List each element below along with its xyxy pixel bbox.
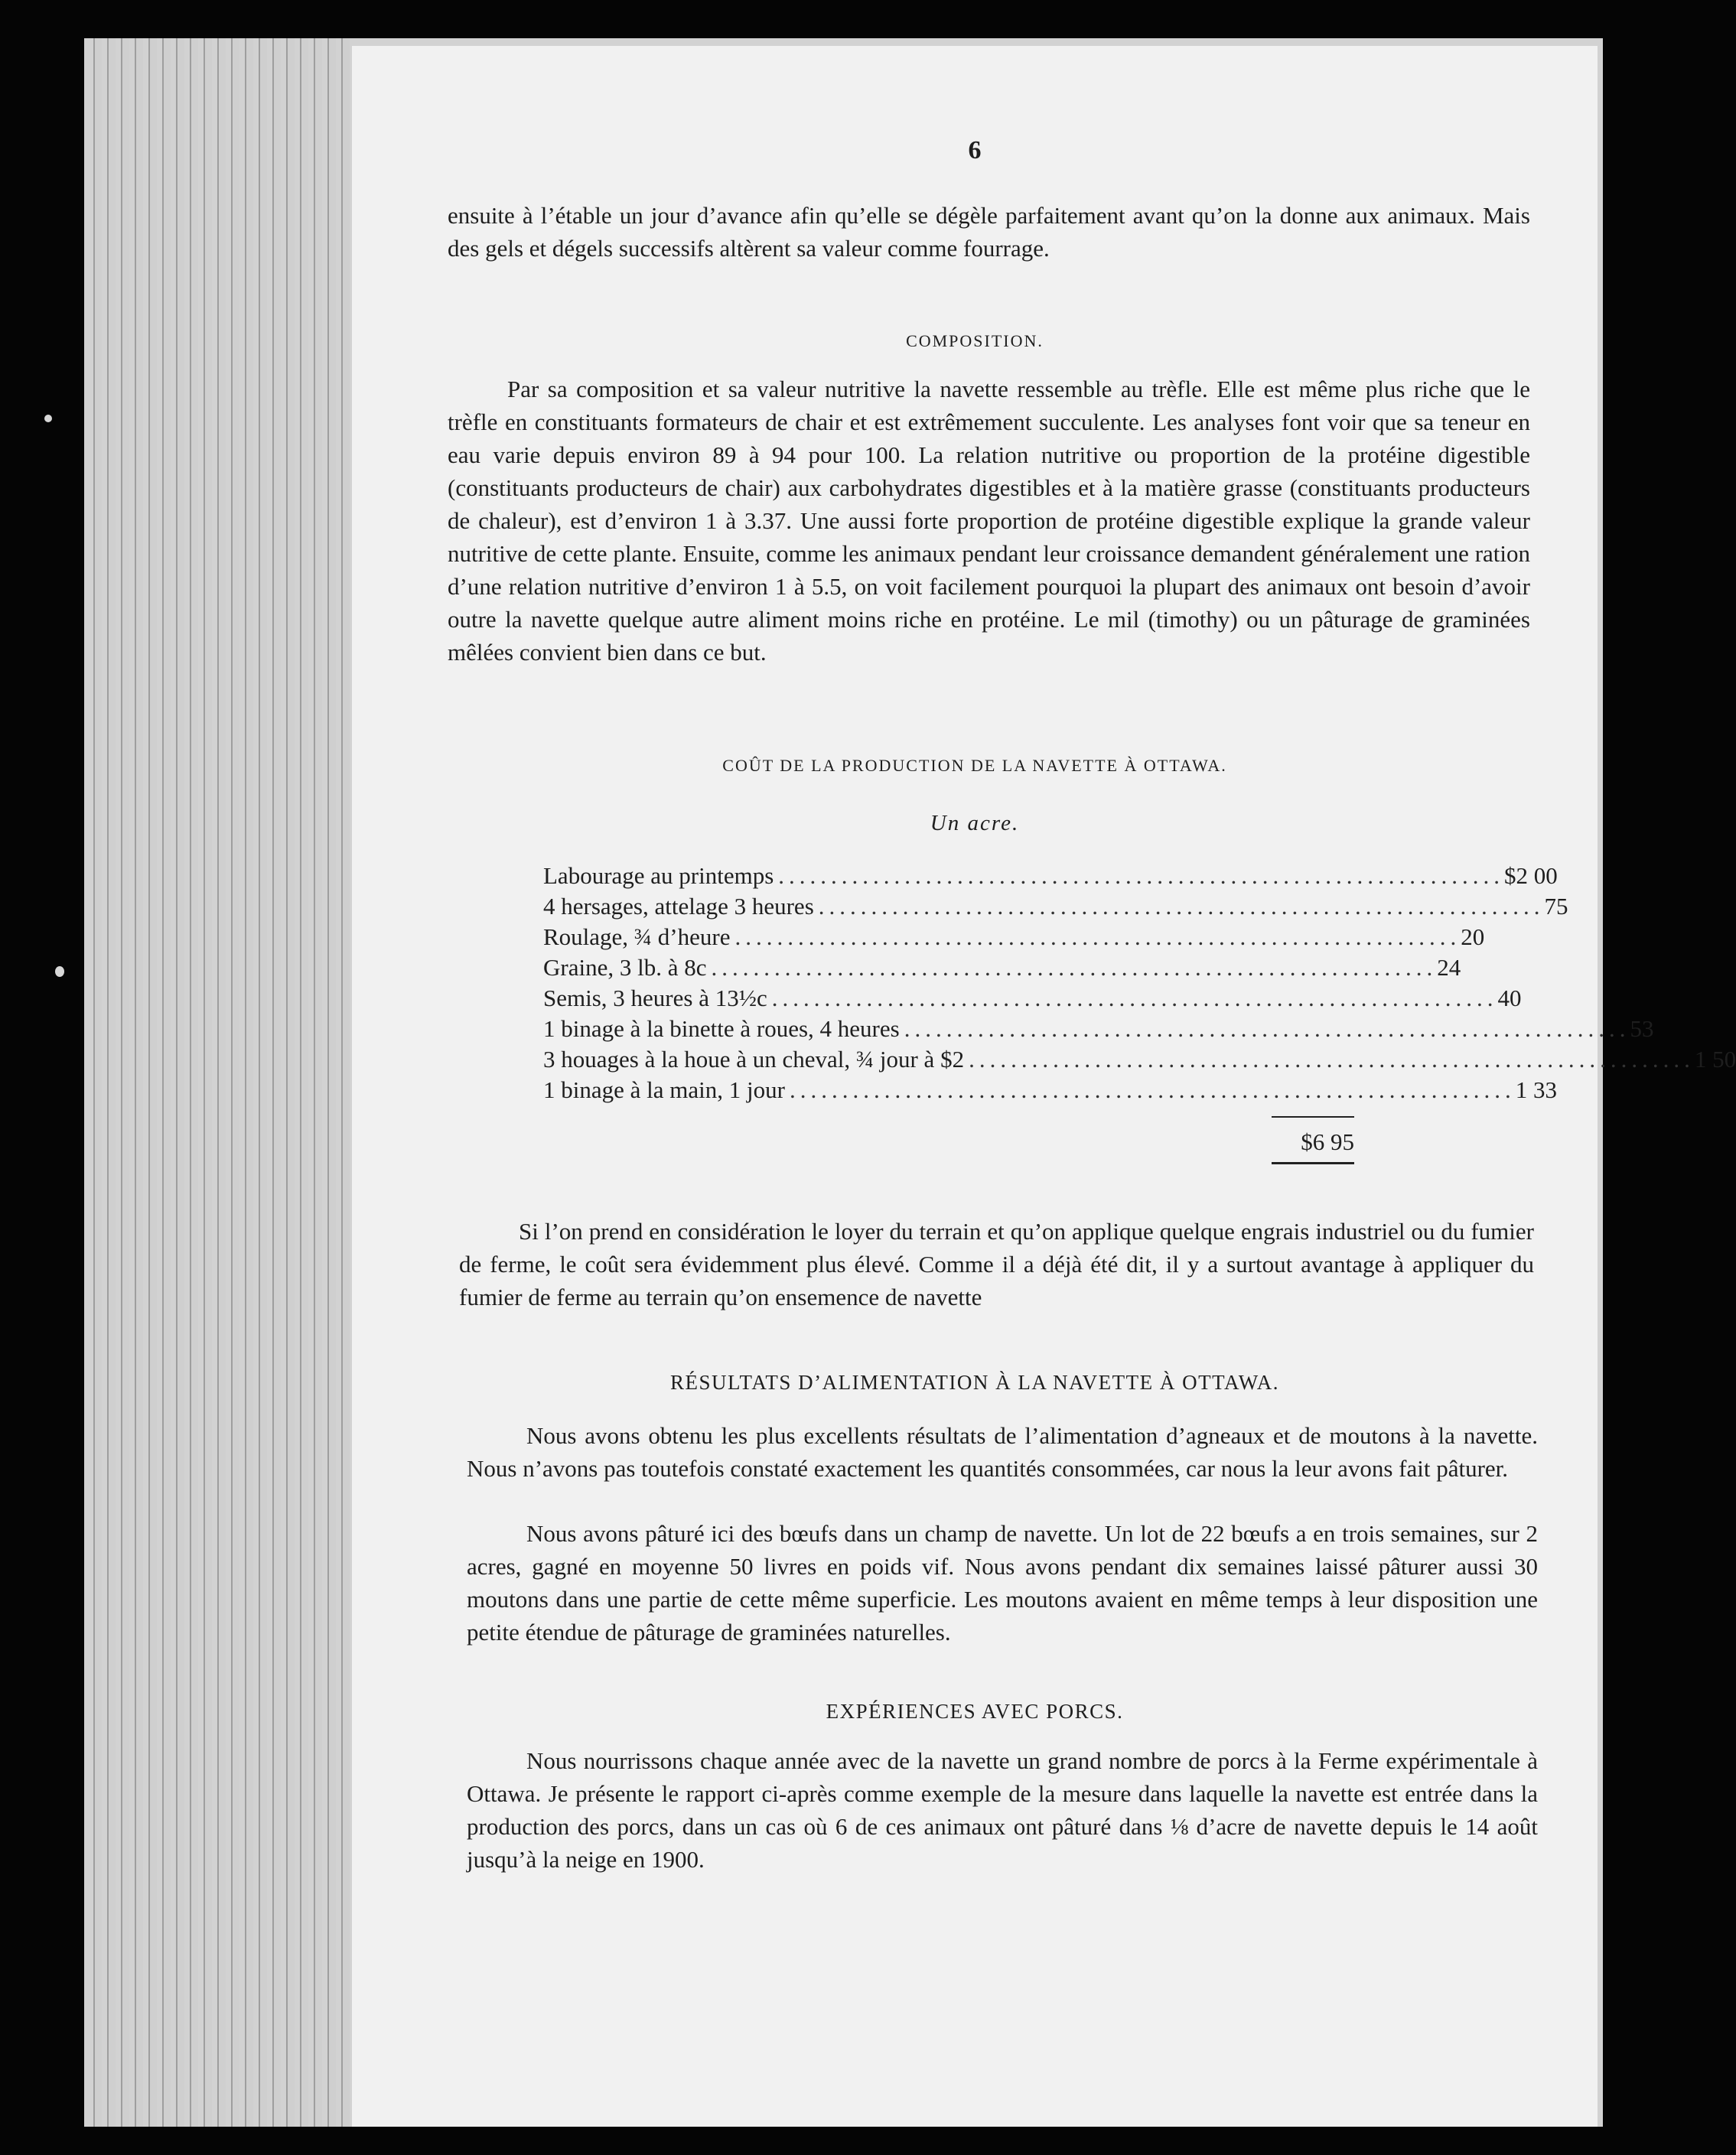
page-edge bbox=[314, 38, 322, 2127]
cost-total: $6 95 bbox=[1301, 1128, 1354, 1155]
cost-label: Roulage, ¾ d’heure bbox=[543, 923, 734, 951]
cost-row bbox=[543, 954, 1461, 985]
page-number: 6 bbox=[968, 136, 982, 164]
page-edge bbox=[93, 38, 102, 2127]
cost-label: Labourage au printemps bbox=[543, 862, 778, 890]
page-edge bbox=[300, 38, 308, 2127]
page-edge bbox=[217, 38, 226, 2127]
page-edge bbox=[176, 38, 184, 2127]
cost-row bbox=[543, 1015, 1654, 1046]
paragraph-intro: ensuite à l’étable un jour d’avance afin qu’elle se dégèle parfaitement avant qu’on la donne aux animaux. Mais des gels et dégels successifs altèrent sa valeur comme fourrage. bbox=[448, 202, 1530, 262]
page-edge bbox=[162, 38, 171, 2127]
paragraph-porcs: Nous nourrissons chaque année avec de la navette un grand nombre de porcs à la Ferme expérimentale à Ottawa. Je présente le rapport ci-après comme exemple de la mesure dans laquelle la navette est entrée dans la production des porcs, dans un cas où 6 de ces animaux ont pâturé dans ⅛ d’acre de navette depuis le 14 août jusqu’à la neige en 1900. bbox=[467, 1747, 1538, 1873]
leader-dots: ..................................................................... bbox=[711, 954, 1438, 981]
paragraph-engrais: Si l’on prend en considération le loyer du terrain et qu’on applique quelque engrais industriel ou du fumier de ferme, le coût sera évidemment plus élevé. Comme il a déjà été dit, il y a surtout avantage à appliquer du fumier de ferme au terrain qu’on ensemence de navette bbox=[459, 1218, 1534, 1310]
cost-label: 1 binage à la binette à roues, 4 heures bbox=[543, 1015, 904, 1043]
cost-row bbox=[543, 985, 1522, 1015]
page-edge bbox=[121, 38, 129, 2127]
page-edge bbox=[190, 38, 198, 2127]
cost-label: Graine, 3 lb. à 8c bbox=[543, 954, 711, 981]
page-edge bbox=[259, 38, 267, 2127]
page-edge bbox=[286, 38, 295, 2127]
paragraph-agneaux: Nous avons obtenu les plus excellents résultats de l’alimentation d’agneaux et de moutons à la navette. Nous n’avons pas toutefois constaté exactement les quantités consommées, car nous la leur avons fait pâturer. bbox=[467, 1422, 1538, 1482]
leader-dots: ..................................................................... bbox=[789, 1076, 1516, 1103]
cost-table bbox=[543, 862, 1736, 1164]
subheading-un-acre: Un acre. bbox=[930, 811, 1020, 835]
page-edge bbox=[272, 38, 281, 2127]
cost-row bbox=[543, 893, 1568, 923]
page-edge bbox=[107, 38, 116, 2127]
cost-amount: 53 bbox=[1630, 1015, 1654, 1042]
heading-composition: COMPOSITION. bbox=[906, 331, 1044, 350]
page-edge bbox=[341, 38, 350, 2127]
leader-dots: ..................................................................... bbox=[778, 862, 1505, 889]
cost-amount: 1 50 bbox=[1694, 1046, 1736, 1073]
cost-row bbox=[543, 862, 1558, 893]
cost-row bbox=[543, 1046, 1736, 1076]
cost-label: 1 binage à la main, 1 jour bbox=[543, 1076, 790, 1104]
document-page bbox=[352, 46, 1736, 2127]
cost-row bbox=[543, 1076, 1557, 1107]
total-rule bbox=[1272, 1162, 1354, 1164]
cost-amount: 40 bbox=[1497, 985, 1522, 1011]
cost-amount: 24 bbox=[1437, 954, 1461, 981]
cost-label: 3 houages à la houe à un cheval, ¾ jour à $2 bbox=[543, 1046, 969, 1073]
scan-speck bbox=[44, 415, 52, 422]
paragraph-composition: Par sa composition et sa valeur nutritive la navette ressemble au trèfle. Elle est même plus riche que le trèfle en constituants formateurs de chair et est extrêmement succulente. Les analyses font voir que sa teneur en eau varie depuis environ 89 à 94 pour 100. La relation nutritive ou proportion de la protéine digestible (constituants producteurs de chair) aux carbohydrates digestibles et à la matière grasse (constituants producteurs de chaleur), est d’environ 1 à 3.37. Une aussi forte proportion de protéine digestible explique la grande valeur nutritive de cette plante. Ensuite, comme les animaux pendant leur croissance demandent généralement une ration d’une relation nutritive d’environ 1 à 5.5, on voit facilement pourquoi la plupart des animaux ont besoin d’avoir outre la navette quelque autre aliment moins riche en protéine. Le mil (timothy) ou un pâturage de graminées mêlées convient bien dans ce but. bbox=[448, 376, 1530, 666]
cost-label: 4 hersages, attelage 3 heures bbox=[543, 893, 819, 920]
scan-speck bbox=[55, 966, 64, 977]
leader-dots: ..................................................................... bbox=[969, 1046, 1695, 1073]
page-edge bbox=[327, 38, 336, 2127]
heading-cost: COÛT DE LA PRODUCTION DE LA NAVETTE À OTTAWA. bbox=[722, 756, 1227, 775]
page-edge bbox=[135, 38, 143, 2127]
page-edge bbox=[231, 38, 239, 2127]
cost-amount: 75 bbox=[1544, 893, 1568, 920]
paragraph-boeufs: Nous avons pâturé ici des bœufs dans un champ de navette. Un lot de 22 bœufs a en trois semaines, sur 2 acres, gagné en moyenne 50 livres en poids vif. Nous avons pendant dix semaines laissé pâturer aussi 30 moutons dans une partie de cette même superficie. Les moutons avaient en même temps à leur disposition une petite étendue de pâturage de graminées naturelles. bbox=[467, 1520, 1538, 1646]
sum-rule bbox=[1272, 1116, 1354, 1118]
heading-results: RÉSULTATS D’ALIMENTATION À LA NAVETTE À OTTAWA. bbox=[669, 1371, 1280, 1394]
cost-amount: 20 bbox=[1461, 923, 1485, 950]
cost-row bbox=[543, 923, 1485, 954]
leader-dots: ..................................................................... bbox=[904, 1015, 1630, 1042]
page-edge bbox=[245, 38, 253, 2127]
page-edge bbox=[148, 38, 157, 2127]
leader-dots: ..................................................................... bbox=[734, 923, 1461, 950]
cost-label: Semis, 3 heures à 13½c bbox=[543, 985, 772, 1012]
heading-pigs: EXPÉRIENCES AVEC PORCS. bbox=[826, 1700, 1124, 1723]
leader-dots: ..................................................................... bbox=[818, 893, 1545, 920]
leader-dots: ..................................................................... bbox=[771, 985, 1498, 1011]
cost-total-row bbox=[543, 1128, 1354, 1156]
page-edge bbox=[204, 38, 212, 2127]
cost-amount: 1 33 bbox=[1515, 1076, 1557, 1103]
cost-amount: $2 00 bbox=[1504, 862, 1558, 889]
